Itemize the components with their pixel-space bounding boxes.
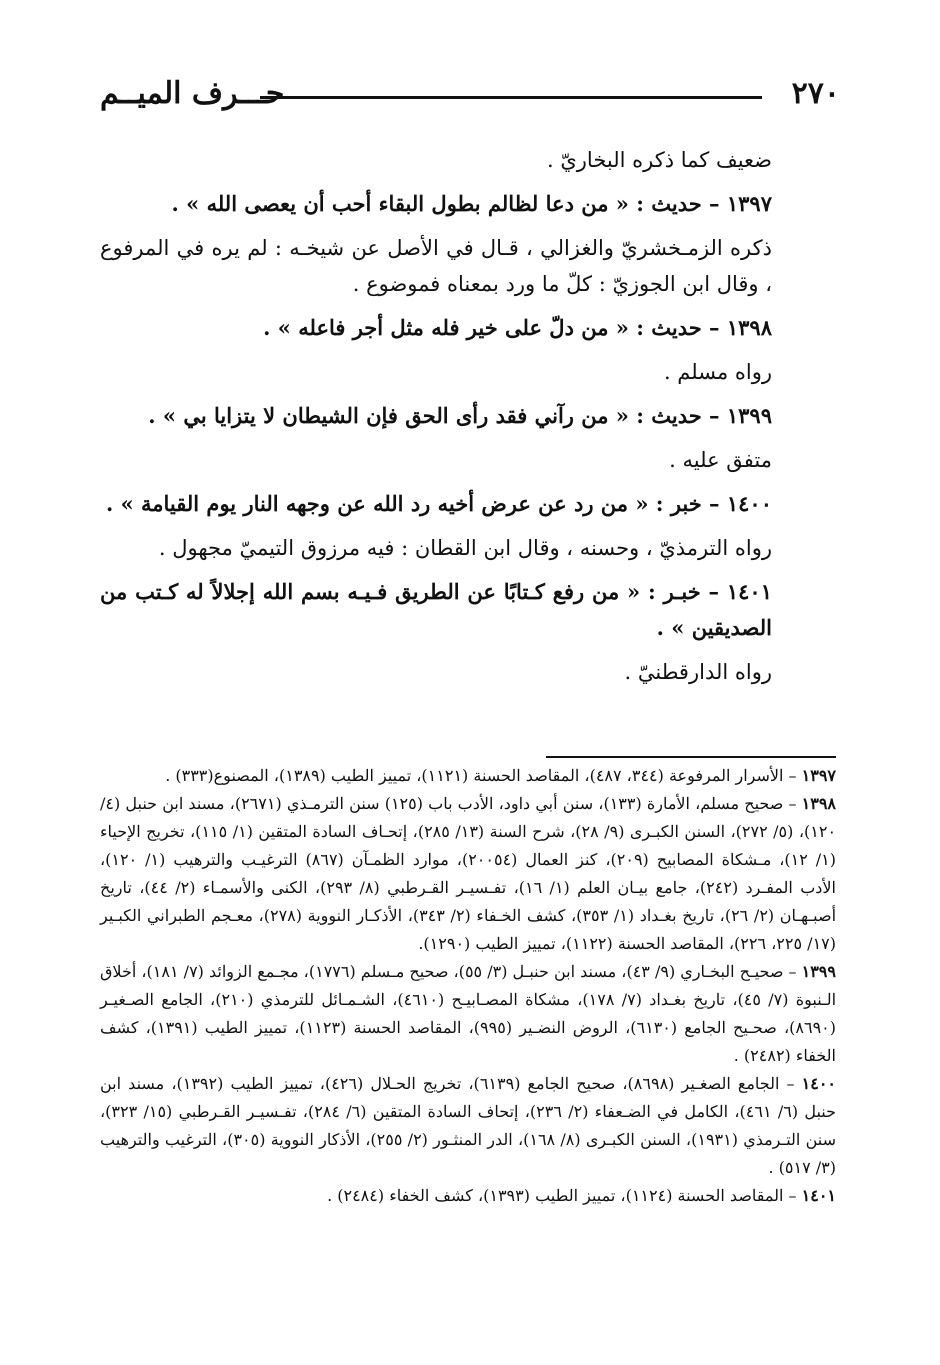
footnote-number: ١٤٠٠ [801,1074,837,1093]
footnote-number: ١٤٠١ [801,1186,836,1205]
page-header [100,72,840,116]
paragraph: رواه مسلم . [663,360,772,384]
main-text [100,142,836,690]
footnote-1398 [100,790,836,958]
footnote-1399 [100,958,836,1070]
footnote-1397 [100,762,836,790]
hadith-1400: ١٤٠٠ – خبر : « من رد عن عرض أخيه رد الله عن وجهه النار يوم القيامة » . [105,491,772,516]
page-number: ٢٧٠ [791,76,840,111]
footnote-text: – الأسرار المرفوعة (٣٤٤، ٤٨٧)، المقاصد الحسنة (١١٢١)، تمييز الطيب (١٣٨٩)، المصنوع(٣٣٣) . [165,766,802,785]
hadith-1398: ١٣٩٨ – حديث : « من دلّ على خير فله مثل أجر فاعله » . [263,315,772,340]
hadith-1401: ١٤٠١ – خبـر : « من رفع كـتابًا عن الطريق فـيـه بسم الله إجلالاً له كـتب من الصديقين » . [100,579,772,640]
footnote-separator [546,756,836,758]
footnote-text: – صحيـح البخـاري (٩/ ٤٣)، مسند ابن حنبـل (٣/ ٥٥)، صحيح مـسلم (١٧٧٦)، مجـمع الزوائد (٧/ ١٨١)، أخلاق الـنبوة (٧/ ٤٥)، تاريخ بغـداد (٧/ ١٧٨)، مشكاة المصـابيـح (٤٦١٠)، الشـمـائل للترمذي (٢١٠)، الجامع الصـغيـر (٨٦٩٠)، صحـيح الجامع (٦١٣٠)، الروض النضـير (٩٩٥)، المقاصد الحسنة (١١٢٣)، تمييز الطيب (١٣٩١)، كشف الخفاء (٢٤٨٢) . [100,962,837,1065]
hadith-1399: ١٣٩٩ – حديث : « من رآني فقد رأى الحق فإن الشيطان لا يتزايا بي » . [148,403,772,428]
header-rule [260,96,762,99]
hadith-1397: ١٣٩٧ – حديث : « من دعا لظالم بطول البقاء أحب أن يعصى الله » . [171,191,772,216]
footnotes [100,762,836,1210]
footnote-text: – المقاصد الحسنة (١١٢٤)، تمييز الطيب (١٣٩٣)، كشف الخفاء (٢٤٨٤) . [327,1186,802,1205]
footnote-number: ١٣٩٨ [801,794,836,813]
paragraph: رواه الترمذيّ ، وحسنه ، وقال ابن القطان : فيه مرزوق التيميّ مجهول . [158,536,772,560]
paragraph: ذكره الزمـخشريّ والغزالي ، قـال في الأصل عن شيخـه : لم يره في المرفوع ، وقال ابن الجوزيّ : كلّ ما ورد بمعناه فموضوع . [100,236,772,296]
footnote-number: ١٣٩٧ [801,766,836,785]
footnote-text: – الجامع الصغـير (٨٦٩٨)، صحيح الجامع (٦١٣٩)، تخريج الحـلال (٤٢٦)، تمييز الطيب (١٣٩٢)، مسند ابن حنبل (٦/ ٤٦١)، الكامل في الضـعفاء (٢/ ٢٣٦)، إتحاف السادة المتقين (٦/ ٢٨٤)، تفـسيـر القـرطبي (١٥/ ٣٢٣)، سنن التـرمذي (١٩٣١)، السنن الكبـرى (٨/ ١٦٨)، الدر المنثـور (٢/ ٢٥٥)، الأذكار النووية (٣٠٥)، الترغيب والترهيب (٣/ ٥١٧) . [100,1074,836,1177]
paragraph: رواه الدارقطنيّ . [624,660,772,684]
running-title: حـــرف الميــم [100,76,285,111]
footnote-number: ١٣٩٩ [801,962,836,981]
paragraph: متفق عليه . [669,448,772,472]
footnote-1400 [100,1070,836,1182]
footnote-text: – صحيح مسلم، الأمارة (١٣٣)، سنن أبي داود، الأدب باب (١٢٥) سنن الترمـذي (٢٦٧١)، مسند ابن حنبل (٤/ ١٢٠)، (٥/ ٢٧٢)، السنن الكبـرى (٩/ ٢٨)، شرح السنة (١٣/ ٢٨٥)، إتحـاف السادة المتقين (١/ ١١٥)، تخريج الإحياء (١/ ١٢)، مـشكاة المصابيح (٢٠٩)، كنز العمال (٢٠٠٥٤)، موارد الظمـآن (٨٦٧) الترغيـب والترهيب (١/ ١٢٠)، الأدب المفـرد (٢٤٢)، جامع بيـان العلم (١/ ١٦)، تفـسيـر القـرطبي (٨/ ٢٩٣)، الكنى والأسمـاء (٢/ ٤٤)، تاريخ أصبـهـان (٢/ ٢٦)، تاريخ بغـداد (١/ ٣٥٣)، كشف الخـفاء (٢/ ٣٤٣)، الأذكـار النووية (٢٧٨)، معـجم الطبراني الكبـير (١٧/ ٢٢٥، ٢٢٦)، المقاصد الحسنة (١١٢٢)، تمييز الطيب (١٢٩٠). [100,794,837,953]
footnote-1401 [100,1182,836,1210]
paragraph: ضعيف كما ذكره البخاريّ . [547,148,772,172]
